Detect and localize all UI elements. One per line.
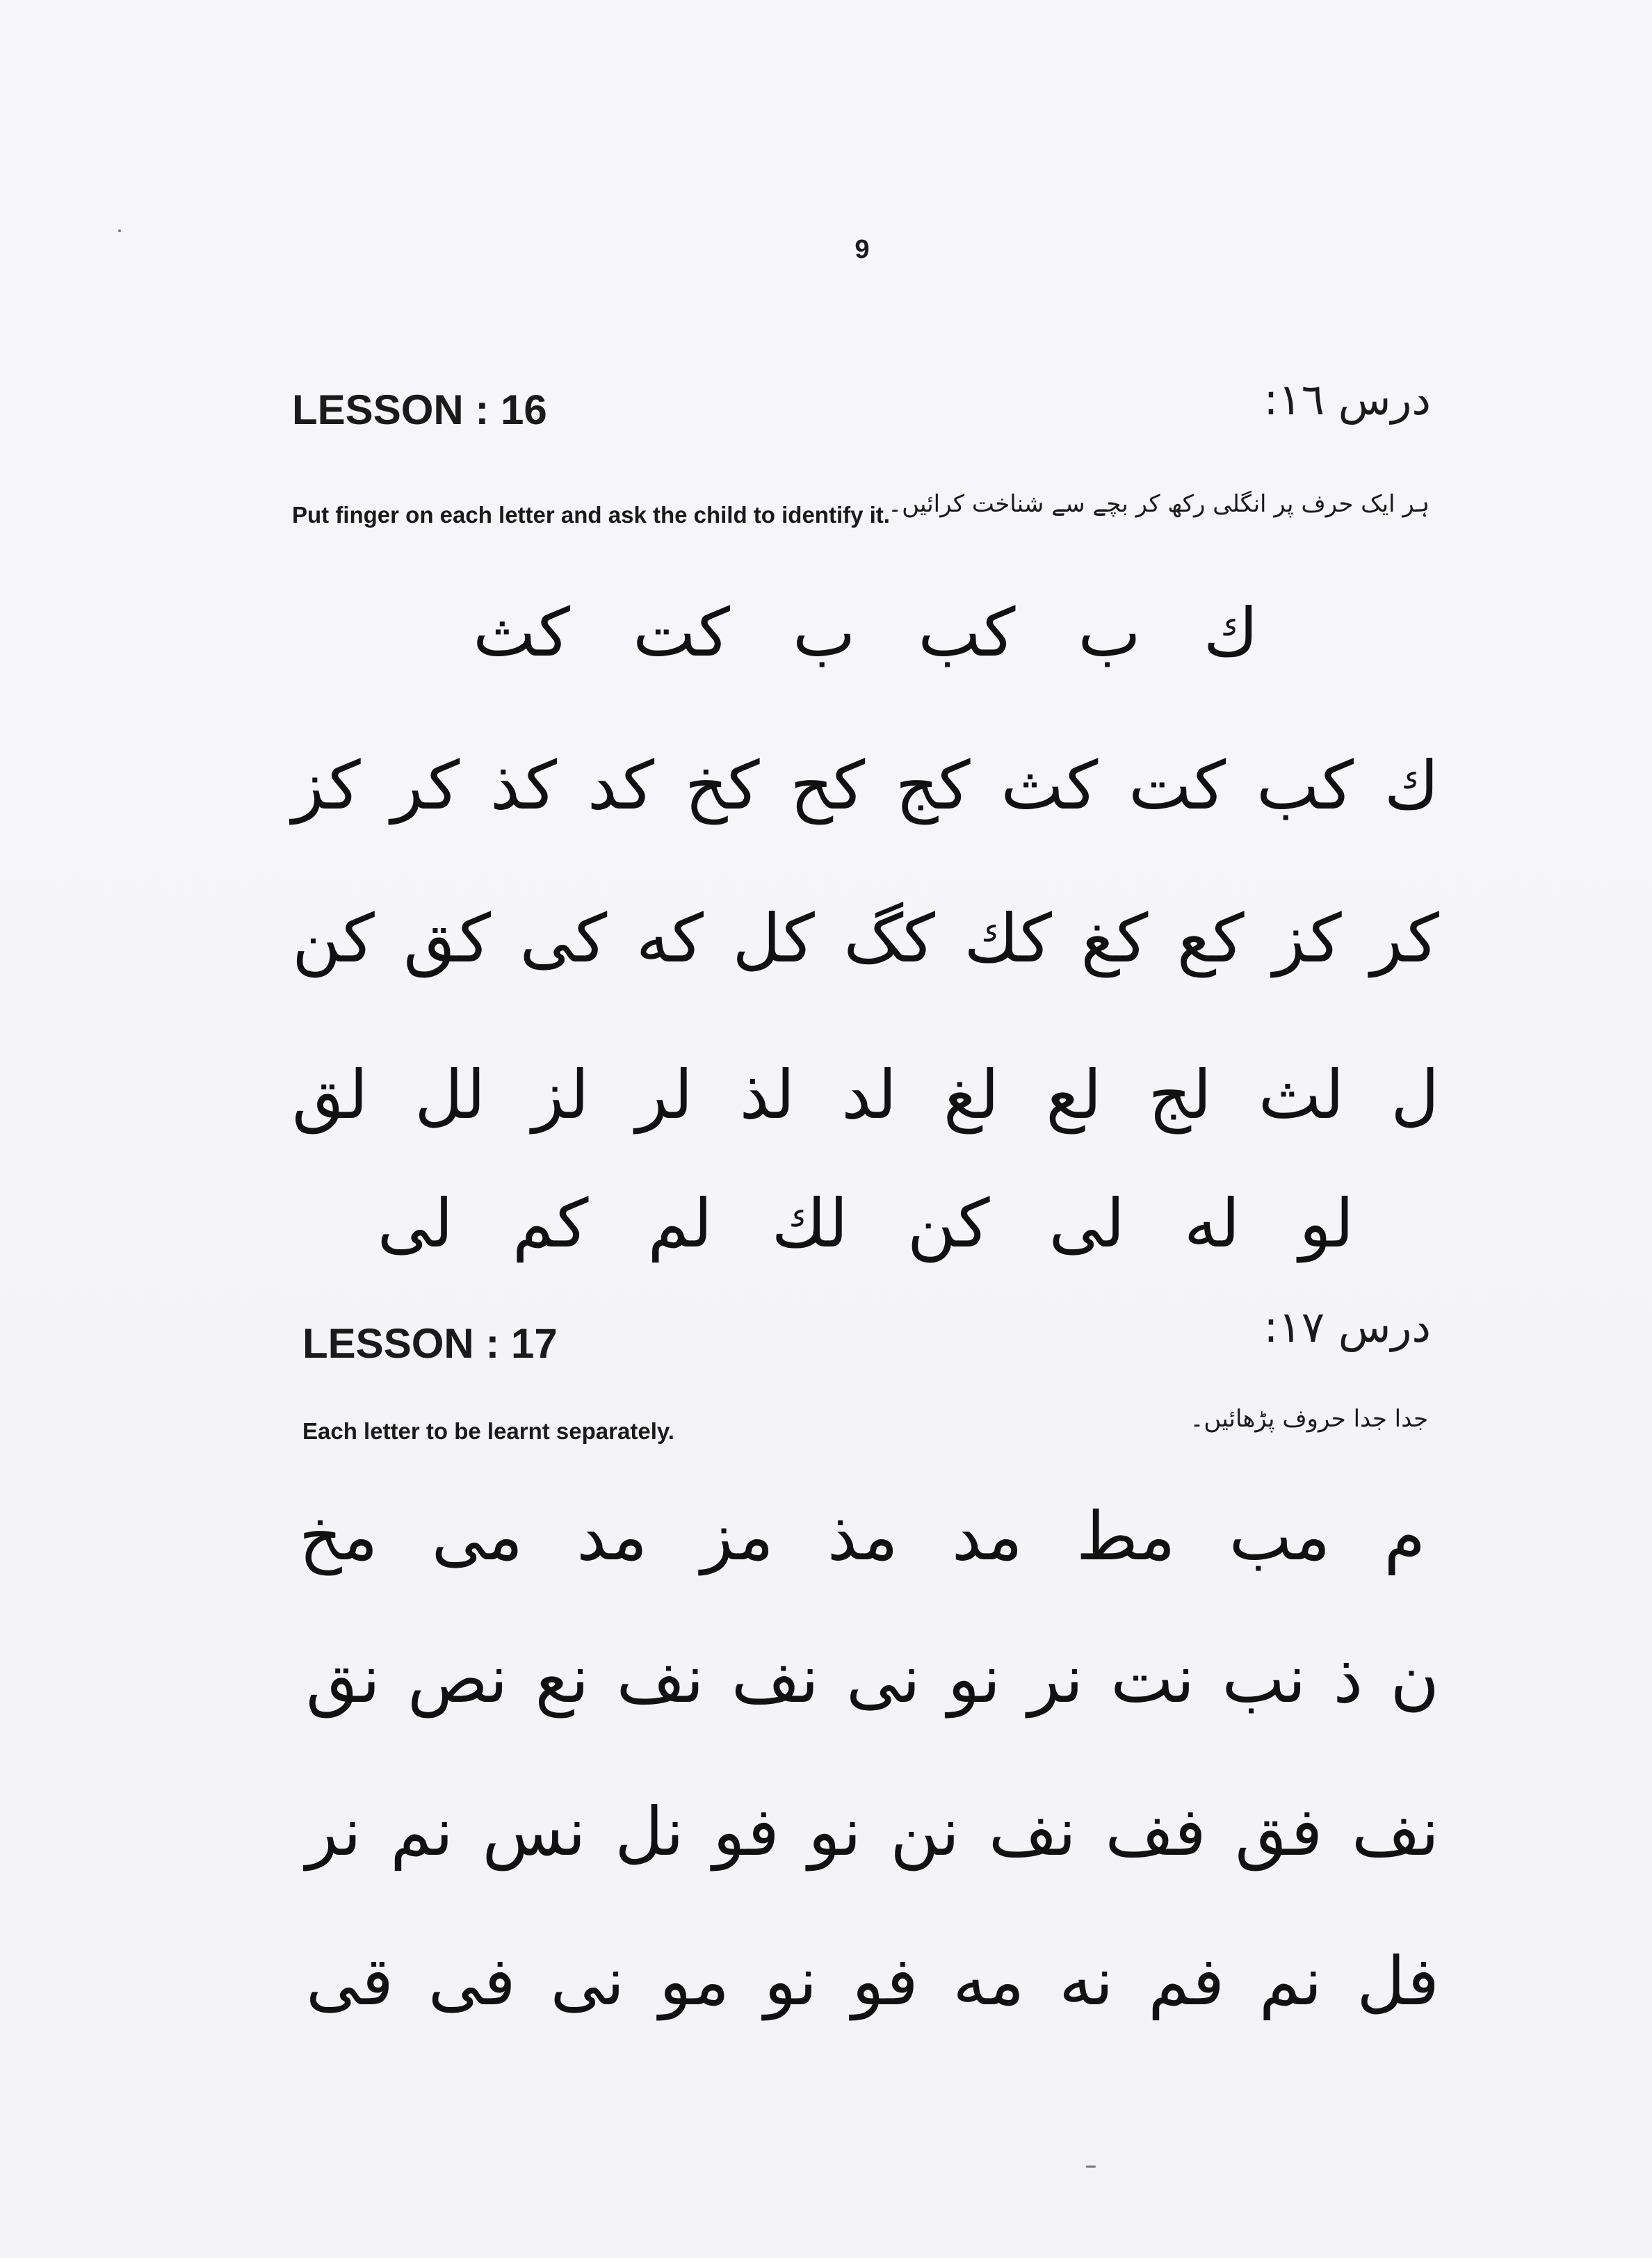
letter-group: كق bbox=[403, 900, 492, 977]
letter-group: ك bbox=[1384, 747, 1439, 825]
letter-group: مط bbox=[1076, 1497, 1176, 1575]
letter-group: كخ bbox=[684, 747, 760, 825]
letter-group: ل bbox=[1391, 1056, 1439, 1134]
letter-group: لى bbox=[1048, 1185, 1125, 1262]
lesson-17-instruction: Each letter to be learnt separately. bbox=[302, 1418, 674, 1444]
letter-group: لذ bbox=[739, 1056, 795, 1134]
letter-group: نف bbox=[731, 1640, 819, 1718]
lesson-16-row-1 bbox=[292, 580, 1439, 685]
letter-group: لج bbox=[1148, 1056, 1212, 1134]
letter-group: لى bbox=[377, 1185, 453, 1262]
letter-group: مد bbox=[576, 1497, 648, 1575]
letter-group: نف bbox=[988, 1793, 1076, 1871]
letter-group: فم bbox=[1148, 1942, 1224, 2020]
letter-group: لو bbox=[1299, 1185, 1354, 1262]
lesson-17-row-4 bbox=[306, 1929, 1439, 2033]
letter-group: نر bbox=[306, 1793, 362, 1871]
letter-group: مخ bbox=[299, 1497, 378, 1575]
letter-group: لر bbox=[635, 1056, 693, 1134]
letter-group: كن bbox=[292, 900, 375, 977]
letter-group: مز bbox=[701, 1497, 774, 1575]
page-number: 9 bbox=[855, 235, 870, 264]
letter-group: كد bbox=[587, 747, 655, 825]
letter-group: كذ bbox=[490, 747, 558, 825]
lesson-16-title: LESSON : 16 bbox=[292, 387, 547, 433]
letter-group: مب bbox=[1229, 1497, 1331, 1575]
letter-group: نت bbox=[1110, 1640, 1195, 1718]
letter-group: نل bbox=[615, 1793, 684, 1871]
letter-group: فل bbox=[1357, 1942, 1439, 2020]
letter-group: كك bbox=[964, 900, 1052, 977]
letter-group: كز bbox=[1273, 900, 1342, 977]
letter-group: كع bbox=[1176, 900, 1245, 977]
letter-group: لم bbox=[647, 1185, 713, 1262]
letter-group: له bbox=[1183, 1185, 1240, 1262]
letter-group: لد bbox=[841, 1056, 897, 1134]
letter-group: نو bbox=[763, 1942, 818, 2020]
lesson-17-row-3 bbox=[306, 1780, 1439, 1884]
letter-group: نم bbox=[390, 1793, 453, 1871]
letter-group: مد bbox=[951, 1497, 1023, 1575]
letter-group: مو bbox=[659, 1942, 730, 2020]
letter-group: لق bbox=[292, 1056, 369, 1134]
letter-group: نف bbox=[1351, 1793, 1439, 1871]
letter-group: كم bbox=[512, 1185, 589, 1262]
letter-group: نن bbox=[890, 1793, 960, 1871]
letter-group: ذ bbox=[1333, 1640, 1363, 1718]
letter-group: ن bbox=[1390, 1640, 1439, 1718]
letter-group: لز bbox=[532, 1056, 590, 1134]
letter-group: فف bbox=[1105, 1793, 1206, 1871]
letter-group: كى bbox=[519, 900, 608, 977]
lesson-16-row-3 bbox=[292, 886, 1439, 991]
letter-group: كح bbox=[790, 747, 866, 825]
letter-group: قى bbox=[306, 1942, 394, 2020]
letter-group: كر bbox=[391, 747, 460, 825]
letter-group: فى bbox=[428, 1942, 516, 2020]
letter-group: كغ bbox=[1080, 900, 1149, 977]
letter-group: لع bbox=[1046, 1056, 1102, 1134]
letter-group: كث bbox=[1001, 747, 1099, 825]
letter-group: مذ bbox=[827, 1497, 898, 1575]
letter-group: فق bbox=[1235, 1793, 1323, 1871]
letter-group: كه bbox=[635, 900, 704, 977]
letter-group: كب bbox=[1256, 747, 1354, 825]
letter-group: نع bbox=[535, 1640, 590, 1718]
lesson-17-title-urdu: درس ١٧: bbox=[1263, 1301, 1431, 1352]
letter-group: م bbox=[1384, 1497, 1425, 1575]
letter-group: لث bbox=[1258, 1056, 1345, 1134]
letter-group: كت bbox=[1128, 747, 1226, 825]
letter-group: نس bbox=[482, 1793, 586, 1871]
letter-group: نم bbox=[1258, 1942, 1322, 2020]
letter-group: كت bbox=[633, 594, 731, 672]
lesson-16-row-2 bbox=[292, 733, 1439, 838]
letter-group: كث bbox=[473, 594, 571, 672]
letter-group: نب bbox=[1222, 1640, 1306, 1718]
lesson-17-row-1 bbox=[299, 1484, 1425, 1589]
letter-group: نف bbox=[616, 1640, 704, 1718]
letter-group: نو bbox=[808, 1793, 861, 1871]
letter-group: نو bbox=[947, 1640, 1001, 1718]
letter-group: ب bbox=[793, 594, 856, 672]
letter-group: نه bbox=[1059, 1942, 1114, 2020]
lesson-16-row-5 bbox=[292, 1171, 1439, 1276]
letter-group: لك bbox=[771, 1185, 848, 1262]
letter-group: نص bbox=[407, 1640, 508, 1718]
letter-group: كب bbox=[918, 594, 1016, 672]
lesson-17-title: LESSON : 17 bbox=[302, 1320, 558, 1367]
letter-group: فو bbox=[713, 1793, 779, 1871]
letter-group: نى bbox=[550, 1942, 625, 2020]
letter-group: مه bbox=[953, 1942, 1025, 2020]
letter-group: نر bbox=[1028, 1640, 1084, 1718]
lesson-17-row-2 bbox=[306, 1627, 1439, 1731]
letter-group: ب bbox=[1078, 594, 1141, 672]
letter-group: كز bbox=[292, 747, 361, 825]
lesson-16-instruction-urdu: ہر ایک حرف پر انگلی رکھ کر بچے سے شناخت کرائیں۔ bbox=[888, 490, 1430, 518]
letter-group: فو bbox=[852, 1942, 918, 2020]
letter-group: كن bbox=[907, 1185, 990, 1262]
letter-group: نق bbox=[306, 1640, 380, 1718]
letter-group: نى bbox=[845, 1640, 921, 1718]
lesson-16-title-urdu: درس ١٦: bbox=[1263, 374, 1431, 425]
letter-group: لل bbox=[414, 1056, 486, 1134]
speck bbox=[118, 229, 121, 232]
letter-group: لغ bbox=[943, 1056, 1000, 1134]
lesson-16-instruction: Put finger on each letter and ask the child to identify it. bbox=[292, 502, 890, 528]
letter-group: ك bbox=[1203, 594, 1258, 672]
letter-group: كج bbox=[895, 747, 971, 825]
letter-group: كر bbox=[1370, 900, 1439, 977]
letter-group: كگ bbox=[843, 900, 935, 977]
letter-group: كل bbox=[732, 900, 815, 977]
speck bbox=[1086, 2166, 1096, 2168]
lesson-16-row-4 bbox=[292, 1043, 1439, 1147]
letter-group: مى bbox=[431, 1497, 524, 1575]
lesson-17-instruction-urdu: جدا جدا حروف پڑھائیں۔ bbox=[1190, 1405, 1428, 1433]
